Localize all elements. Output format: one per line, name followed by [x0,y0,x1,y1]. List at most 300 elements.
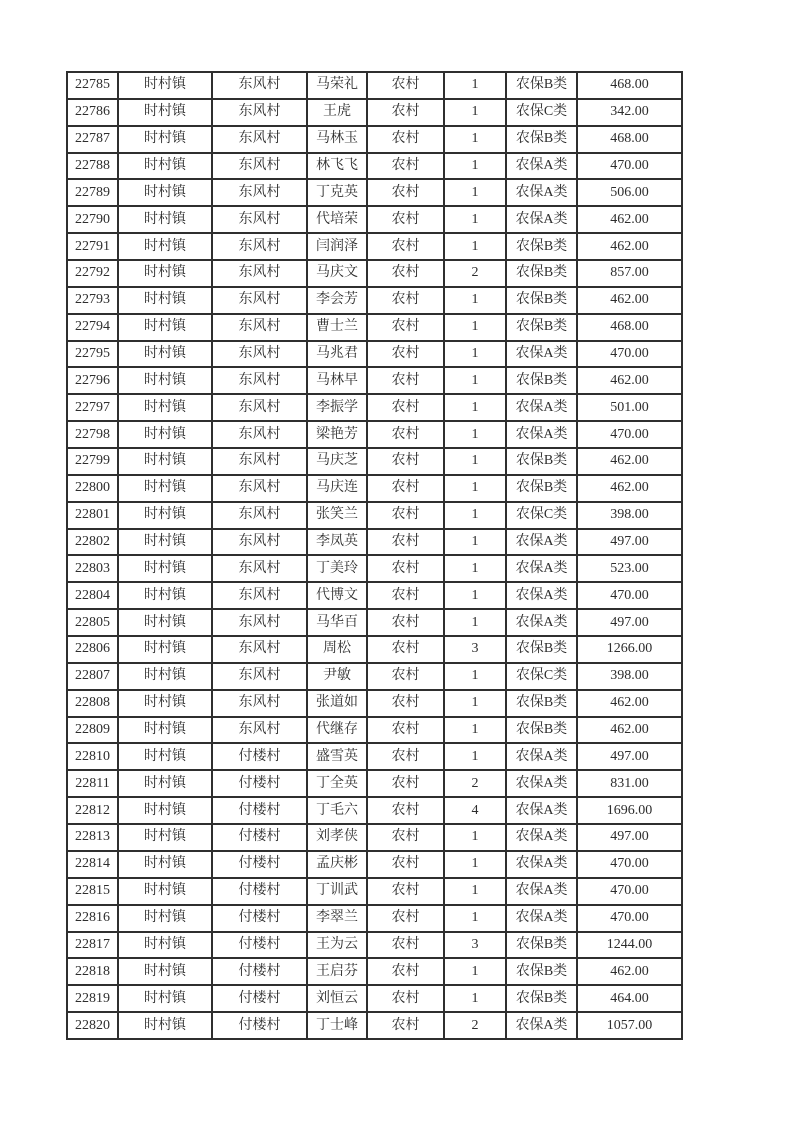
table-cell-town: 时村镇 [118,743,212,770]
table-row [67,502,682,529]
table-row [67,824,682,851]
table-row [67,958,682,985]
table-cell-name: 代培荣 [307,206,367,233]
table-cell-id: 22819 [67,985,118,1012]
table-cell-residence: 农村 [367,126,444,153]
table-cell-name: 丁克英 [307,179,367,206]
table-cell-residence: 农村 [367,905,444,932]
table-row [67,1012,682,1039]
table-cell-amount: 462.00 [577,717,682,744]
table-cell-id: 22820 [67,1012,118,1039]
table-cell-id: 22790 [67,206,118,233]
table-cell-id: 22801 [67,502,118,529]
table-cell-id: 22804 [67,582,118,609]
table-cell-residence: 农村 [367,153,444,180]
table-cell-insurance-class: 农保B类 [506,475,577,502]
table-cell-insurance-class: 农保B类 [506,985,577,1012]
table-cell-town: 时村镇 [118,341,212,368]
table-row [67,394,682,421]
table-cell-amount: 462.00 [577,958,682,985]
table-cell-village: 东风村 [212,663,307,690]
table-cell-id: 22818 [67,958,118,985]
table-cell-name: 林飞飞 [307,153,367,180]
table-cell-name: 王启芬 [307,958,367,985]
table-cell-amount: 462.00 [577,233,682,260]
table-cell-id: 22789 [67,179,118,206]
table-cell-name: 丁训武 [307,878,367,905]
table-row [67,851,682,878]
table-cell-village: 东风村 [212,475,307,502]
table-row [67,260,682,287]
table-row [67,636,682,663]
table-cell-amount: 468.00 [577,314,682,341]
table-cell-town: 时村镇 [118,475,212,502]
table-row [67,126,682,153]
table-cell-town: 时村镇 [118,99,212,126]
table-cell-id: 22815 [67,878,118,905]
table-cell-insurance-class: 农保A类 [506,743,577,770]
table-cell-amount: 462.00 [577,448,682,475]
table-cell-name: 尹敏 [307,663,367,690]
table-cell-amount: 1696.00 [577,797,682,824]
table-cell-residence: 农村 [367,314,444,341]
table-cell-town: 时村镇 [118,179,212,206]
table-cell-count: 1 [444,314,506,341]
table-cell-amount: 470.00 [577,582,682,609]
table-row [67,797,682,824]
table-cell-name: 李翠兰 [307,905,367,932]
table-cell-id: 22799 [67,448,118,475]
table-cell-insurance-class: 农保A类 [506,905,577,932]
table-cell-town: 时村镇 [118,609,212,636]
table-cell-insurance-class: 农保A类 [506,153,577,180]
table-cell-name: 丁美玲 [307,555,367,582]
table-cell-count: 1 [444,475,506,502]
table-cell-village: 东风村 [212,260,307,287]
table-cell-name: 闫润泽 [307,233,367,260]
table-cell-amount: 1266.00 [577,636,682,663]
table-row [67,529,682,556]
table-cell-residence: 农村 [367,636,444,663]
table-cell-count: 1 [444,582,506,609]
table-cell-insurance-class: 农保A类 [506,421,577,448]
table-cell-count: 1 [444,72,506,99]
table-cell-insurance-class: 农保B类 [506,367,577,394]
table-cell-village: 东风村 [212,153,307,180]
table-cell-village: 东风村 [212,72,307,99]
table-cell-amount: 1057.00 [577,1012,682,1039]
table-cell-count: 1 [444,367,506,394]
table-cell-amount: 523.00 [577,555,682,582]
table-cell-insurance-class: 农保B类 [506,690,577,717]
table-cell-amount: 497.00 [577,824,682,851]
table-cell-id: 22813 [67,824,118,851]
table-cell-count: 1 [444,179,506,206]
table-row [67,287,682,314]
table-cell-residence: 农村 [367,690,444,717]
table-cell-id: 22792 [67,260,118,287]
table-cell-residence: 农村 [367,851,444,878]
table-cell-insurance-class: 农保A类 [506,394,577,421]
table-cell-village: 付楼村 [212,1012,307,1039]
table-cell-insurance-class: 农保A类 [506,555,577,582]
table-cell-count: 1 [444,824,506,851]
table-cell-village: 东风村 [212,529,307,556]
table-cell-village: 东风村 [212,555,307,582]
table-cell-id: 22785 [67,72,118,99]
table-cell-id: 22798 [67,421,118,448]
table-cell-amount: 470.00 [577,878,682,905]
table-cell-count: 4 [444,797,506,824]
table-cell-amount: 462.00 [577,690,682,717]
table-row [67,233,682,260]
table-cell-count: 1 [444,287,506,314]
table-cell-insurance-class: 农保A类 [506,797,577,824]
table-cell-town: 时村镇 [118,878,212,905]
table-cell-residence: 农村 [367,824,444,851]
table-cell-amount: 468.00 [577,126,682,153]
table-cell-amount: 462.00 [577,475,682,502]
table-cell-id: 22793 [67,287,118,314]
table-cell-village: 付楼村 [212,770,307,797]
table-cell-insurance-class: 农保B类 [506,126,577,153]
table-cell-residence: 农村 [367,663,444,690]
table-cell-town: 时村镇 [118,717,212,744]
table-cell-id: 22802 [67,529,118,556]
table-cell-town: 时村镇 [118,690,212,717]
table-cell-residence: 农村 [367,582,444,609]
table-cell-village: 东风村 [212,502,307,529]
table-cell-residence: 农村 [367,609,444,636]
table-row [67,421,682,448]
table-cell-town: 时村镇 [118,582,212,609]
table-cell-count: 1 [444,529,506,556]
table-cell-town: 时村镇 [118,905,212,932]
table-cell-amount: 831.00 [577,770,682,797]
table-cell-insurance-class: 农保A类 [506,770,577,797]
table-cell-residence: 农村 [367,179,444,206]
table-cell-residence: 农村 [367,797,444,824]
table-cell-amount: 857.00 [577,260,682,287]
table-cell-count: 2 [444,260,506,287]
table-cell-name: 丁全英 [307,770,367,797]
table-cell-amount: 497.00 [577,743,682,770]
table-cell-count: 1 [444,851,506,878]
benefits-table [66,71,683,1040]
table-row [67,878,682,905]
table-cell-insurance-class: 农保A类 [506,878,577,905]
table-row [67,367,682,394]
table-cell-village: 东风村 [212,582,307,609]
table-cell-town: 时村镇 [118,126,212,153]
table-cell-name: 马林早 [307,367,367,394]
table-cell-town: 时村镇 [118,932,212,959]
table-row [67,690,682,717]
table-cell-insurance-class: 农保A类 [506,851,577,878]
table-cell-village: 付楼村 [212,958,307,985]
table-cell-residence: 农村 [367,367,444,394]
table-cell-residence: 农村 [367,770,444,797]
table-cell-count: 1 [444,609,506,636]
table-cell-name: 周松 [307,636,367,663]
table-cell-count: 1 [444,905,506,932]
table-cell-village: 东风村 [212,717,307,744]
table-cell-insurance-class: 农保A类 [506,341,577,368]
table-row [67,179,682,206]
table-cell-village: 东风村 [212,206,307,233]
table-cell-residence: 农村 [367,475,444,502]
table-cell-town: 时村镇 [118,287,212,314]
table-cell-amount: 497.00 [577,529,682,556]
table-cell-town: 时村镇 [118,260,212,287]
table-cell-name: 代博文 [307,582,367,609]
table-cell-town: 时村镇 [118,421,212,448]
table-cell-village: 东风村 [212,421,307,448]
table-cell-amount: 1244.00 [577,932,682,959]
table-cell-amount: 470.00 [577,851,682,878]
table-cell-village: 付楼村 [212,905,307,932]
table-cell-id: 22796 [67,367,118,394]
table-cell-id: 22797 [67,394,118,421]
table-cell-count: 1 [444,126,506,153]
table-cell-name: 马兆君 [307,341,367,368]
table-cell-count: 1 [444,743,506,770]
table-cell-residence: 农村 [367,421,444,448]
table-cell-count: 1 [444,555,506,582]
table-cell-name: 刘孝侠 [307,824,367,851]
table-cell-id: 22812 [67,797,118,824]
table-cell-name: 马庆文 [307,260,367,287]
table-cell-village: 东风村 [212,636,307,663]
table-row [67,743,682,770]
table-cell-village: 东风村 [212,367,307,394]
table-cell-name: 李凤英 [307,529,367,556]
table-cell-residence: 农村 [367,260,444,287]
table-cell-count: 1 [444,690,506,717]
table-cell-id: 22786 [67,99,118,126]
table-cell-town: 时村镇 [118,314,212,341]
table-cell-count: 1 [444,421,506,448]
table-cell-town: 时村镇 [118,72,212,99]
table-cell-count: 1 [444,985,506,1012]
table-cell-count: 2 [444,770,506,797]
table-cell-town: 时村镇 [118,770,212,797]
table-cell-insurance-class: 农保B类 [506,932,577,959]
table-cell-name: 马华百 [307,609,367,636]
table-cell-village: 付楼村 [212,797,307,824]
table-cell-amount: 501.00 [577,394,682,421]
table-cell-town: 时村镇 [118,153,212,180]
table-cell-name: 马庆芝 [307,448,367,475]
table-cell-name: 李振学 [307,394,367,421]
table-cell-village: 东风村 [212,99,307,126]
table-cell-amount: 497.00 [577,609,682,636]
table-cell-village: 付楼村 [212,932,307,959]
table-cell-count: 3 [444,932,506,959]
table-cell-residence: 农村 [367,72,444,99]
table-cell-name: 王虎 [307,99,367,126]
table-cell-village: 东风村 [212,448,307,475]
table-cell-name: 盛雪英 [307,743,367,770]
table-cell-count: 1 [444,153,506,180]
table-cell-village: 东风村 [212,287,307,314]
table-cell-residence: 农村 [367,529,444,556]
table-cell-id: 22817 [67,932,118,959]
table-cell-residence: 农村 [367,555,444,582]
table-cell-village: 付楼村 [212,878,307,905]
table-cell-count: 1 [444,878,506,905]
table-cell-count: 1 [444,233,506,260]
table-cell-count: 1 [444,448,506,475]
table-cell-insurance-class: 农保A类 [506,824,577,851]
table-row [67,153,682,180]
table-cell-id: 22794 [67,314,118,341]
table-cell-village: 东风村 [212,126,307,153]
table-cell-town: 时村镇 [118,502,212,529]
table-cell-town: 时村镇 [118,448,212,475]
table-cell-residence: 农村 [367,99,444,126]
table-cell-id: 22787 [67,126,118,153]
table-cell-id: 22795 [67,341,118,368]
table-row [67,985,682,1012]
table-cell-village: 付楼村 [212,824,307,851]
table-cell-village: 东风村 [212,179,307,206]
table-cell-village: 东风村 [212,690,307,717]
table-cell-insurance-class: 农保B类 [506,448,577,475]
table-cell-town: 时村镇 [118,824,212,851]
table-cell-amount: 462.00 [577,287,682,314]
table-cell-town: 时村镇 [118,797,212,824]
table-cell-name: 马林玉 [307,126,367,153]
table-cell-residence: 农村 [367,448,444,475]
table-cell-residence: 农村 [367,958,444,985]
table-cell-name: 丁士峰 [307,1012,367,1039]
table-row [67,663,682,690]
table-cell-amount: 398.00 [577,663,682,690]
table-cell-town: 时村镇 [118,394,212,421]
table-cell-id: 22806 [67,636,118,663]
table-cell-amount: 470.00 [577,153,682,180]
table-cell-amount: 468.00 [577,72,682,99]
table-cell-name: 孟庆彬 [307,851,367,878]
table-cell-village: 付楼村 [212,851,307,878]
table-cell-name: 刘恒云 [307,985,367,1012]
table-row [67,905,682,932]
table-cell-id: 22807 [67,663,118,690]
table-cell-residence: 农村 [367,1012,444,1039]
table-cell-residence: 农村 [367,341,444,368]
table-cell-village: 付楼村 [212,985,307,1012]
table-cell-insurance-class: 农保B类 [506,636,577,663]
table-cell-amount: 398.00 [577,502,682,529]
table-cell-town: 时村镇 [118,958,212,985]
table-cell-id: 22788 [67,153,118,180]
table-cell-town: 时村镇 [118,367,212,394]
table-cell-insurance-class: 农保B类 [506,717,577,744]
table-cell-count: 1 [444,502,506,529]
table-cell-village: 东风村 [212,314,307,341]
table-cell-name: 梁艳芳 [307,421,367,448]
table-cell-insurance-class: 农保B类 [506,314,577,341]
table-row [67,72,682,99]
table-cell-insurance-class: 农保C类 [506,663,577,690]
table-row [67,582,682,609]
table-cell-insurance-class: 农保A类 [506,1012,577,1039]
table-cell-residence: 农村 [367,233,444,260]
table-cell-name: 张道如 [307,690,367,717]
table-cell-count: 3 [444,636,506,663]
table-cell-name: 李会芳 [307,287,367,314]
table-cell-town: 时村镇 [118,206,212,233]
table-cell-residence: 农村 [367,394,444,421]
table-row [67,770,682,797]
table-cell-id: 22805 [67,609,118,636]
table-cell-id: 22816 [67,905,118,932]
table-cell-name: 曹士兰 [307,314,367,341]
table-row [67,609,682,636]
table-cell-name: 丁毛六 [307,797,367,824]
table-cell-count: 1 [444,394,506,421]
table-cell-residence: 农村 [367,287,444,314]
table-cell-insurance-class: 农保B类 [506,958,577,985]
table-cell-amount: 470.00 [577,905,682,932]
table-cell-count: 1 [444,663,506,690]
table-cell-town: 时村镇 [118,663,212,690]
table-cell-village: 东风村 [212,341,307,368]
table-cell-insurance-class: 农保B类 [506,233,577,260]
table-row [67,717,682,744]
table-cell-residence: 农村 [367,932,444,959]
table-cell-id: 22811 [67,770,118,797]
table-cell-amount: 464.00 [577,985,682,1012]
table-cell-amount: 462.00 [577,367,682,394]
table-row [67,555,682,582]
table-cell-amount: 462.00 [577,206,682,233]
table-cell-town: 时村镇 [118,851,212,878]
table-cell-insurance-class: 农保B类 [506,260,577,287]
table-cell-residence: 农村 [367,878,444,905]
table-cell-insurance-class: 农保B类 [506,72,577,99]
table-cell-count: 1 [444,717,506,744]
table-cell-id: 22814 [67,851,118,878]
table-row [67,475,682,502]
table-cell-name: 马荣礼 [307,72,367,99]
table-cell-insurance-class: 农保A类 [506,179,577,206]
table-cell-insurance-class: 农保C类 [506,502,577,529]
table-cell-id: 22800 [67,475,118,502]
table-cell-amount: 342.00 [577,99,682,126]
table-cell-name: 张笑兰 [307,502,367,529]
table-row [67,932,682,959]
table-cell-town: 时村镇 [118,1012,212,1039]
table-cell-residence: 农村 [367,985,444,1012]
table-row [67,341,682,368]
table-cell-name: 王为云 [307,932,367,959]
table-cell-residence: 农村 [367,206,444,233]
table-cell-id: 22810 [67,743,118,770]
table-cell-amount: 470.00 [577,341,682,368]
table-cell-residence: 农村 [367,743,444,770]
table-cell-insurance-class: 农保A类 [506,529,577,556]
table-cell-insurance-class: 农保C类 [506,99,577,126]
table-cell-id: 22809 [67,717,118,744]
table-cell-village: 东风村 [212,394,307,421]
table-cell-count: 1 [444,958,506,985]
table-row [67,448,682,475]
benefits-table-body [67,72,682,1039]
table-cell-id: 22791 [67,233,118,260]
table-cell-count: 1 [444,99,506,126]
